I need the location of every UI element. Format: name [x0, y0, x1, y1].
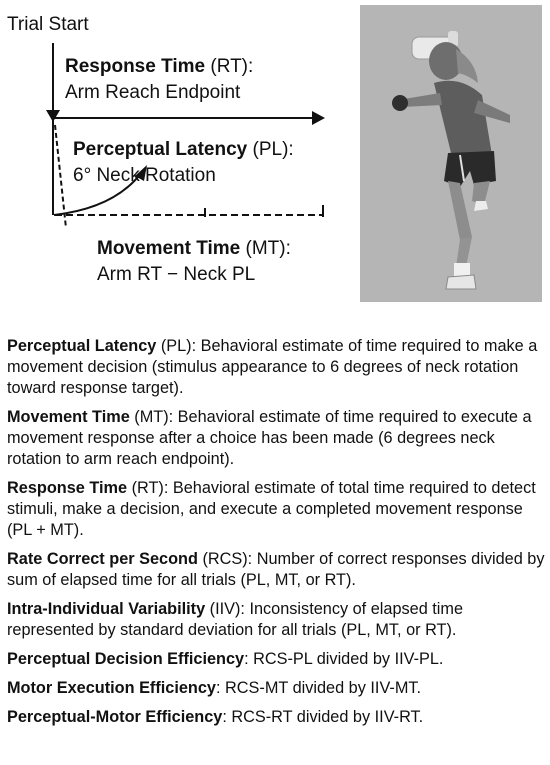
definition-rcs: [7, 549, 545, 591]
mt-desc: Arm RT − Neck PL: [97, 264, 256, 285]
definition-term: Intra-Individual Variability: [7, 600, 206, 618]
rt-term: Response Time: [65, 56, 206, 77]
definitions-list: [7, 336, 545, 736]
definition-mt: [7, 407, 545, 470]
definition-text: (MT): Behavioral estimate of time required to execute a movement response after a choice has been made (6 degrees neck rotation to arm reach endpoint).: [7, 408, 532, 468]
definition-rt: [7, 478, 545, 541]
definition-text: : RCS-PL divided by IIV-PL.: [244, 650, 444, 668]
definition-pde: [7, 649, 545, 670]
definition-text: (RCS): Number of correct responses divided by sum of elapsed time for all trials (PL, MT, or RT).: [7, 550, 545, 589]
definition-term: Motor Execution Efficiency: [7, 679, 216, 697]
definition-term: Perceptual-Motor Efficiency: [7, 708, 223, 726]
rt-arrowhead: [312, 111, 325, 125]
mt-label: [97, 238, 291, 260]
participant-figure: [360, 5, 542, 302]
definition-pme: [7, 707, 545, 728]
definition-text: : RCS-RT divided by IIV-RT.: [222, 708, 424, 726]
pl-term: Perceptual Latency: [73, 139, 248, 160]
definition-term: Movement Time: [7, 408, 130, 426]
definition-iiv: [7, 599, 545, 641]
definition-term: Response Time: [7, 479, 128, 497]
definition-text: (IIV): Inconsistency of elapsed time represented by standard deviation for all trials (PL, MT, or RT).: [7, 600, 464, 639]
definition-text: : RCS-MT divided by IIV-MT.: [215, 679, 422, 697]
pl-desc: 6° Neck Rotation: [73, 165, 216, 186]
trial-start-label: Trial Start: [7, 14, 89, 35]
mt-term: Movement Time: [97, 238, 241, 259]
pl-abbr: (PL):: [252, 139, 294, 160]
mt-abbr: (MT):: [245, 238, 291, 259]
rt-abbr: (RT):: [210, 56, 254, 77]
rt-label: [65, 56, 253, 78]
timing-diagram: [0, 0, 360, 300]
vr-participant-photo: [360, 5, 542, 302]
definition-term: Perceptual Latency: [7, 337, 157, 355]
definition-mee: [7, 678, 545, 699]
pl-label: [73, 139, 294, 161]
rt-desc: Arm Reach Endpoint: [65, 82, 241, 103]
definition-term: Perceptual Decision Efficiency: [7, 650, 245, 668]
definition-text: (RT): Behavioral estimate of total time required to detect stimuli, make a decision, and execute a completed movement response (PL + MT).: [7, 479, 536, 539]
definition-text: (PL): Behavioral estimate of time required to make a movement decision (stimulus appearance to 6 degrees of neck rotation toward response target).: [7, 337, 538, 397]
definition-term: Rate Correct per Second: [7, 550, 198, 568]
definition-pl: [7, 336, 545, 399]
pl-dashed-divider: [55, 125, 66, 228]
